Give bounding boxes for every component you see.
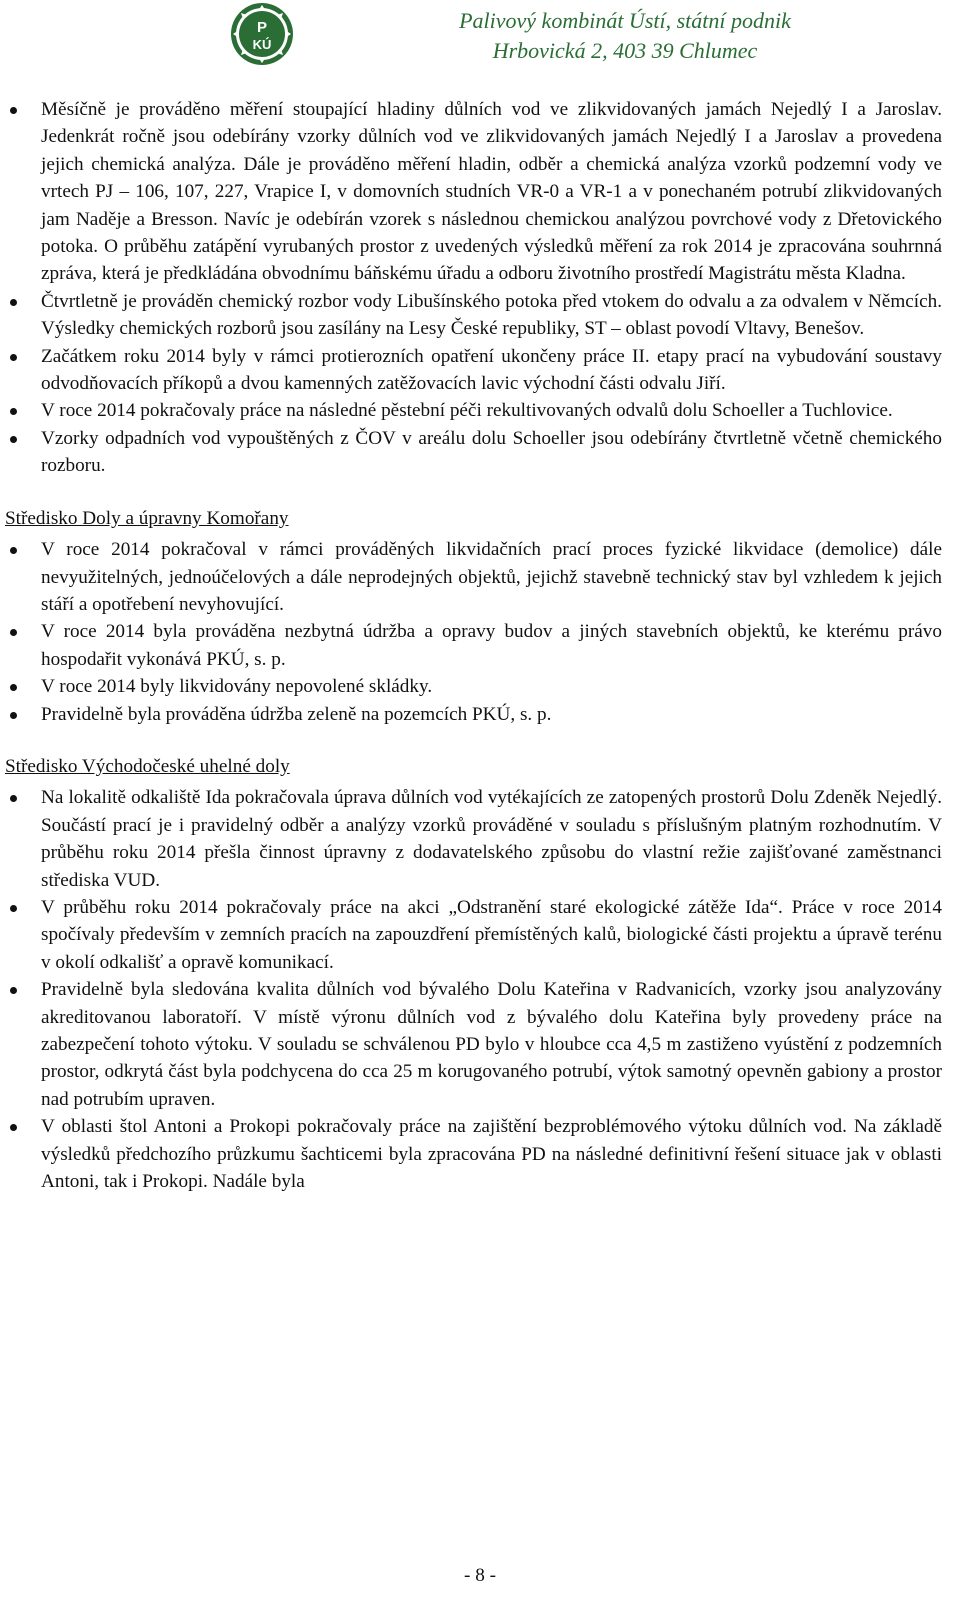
bullet-icon [10, 408, 17, 415]
list-item-text: Pravidelně byla sledována kvalita důlních vod bývalého Dolu Kateřina v Radvanicích, vzorky jsou analyzovány akreditovanou laboratoří. V místě výronu důlních vod z bývalého dolu Kateřina byly provedeny práce na zabezpečení tohoto výtoku. V souladu se schválenou PD bylo v hloubce cca 4,5 m zastiženo vyústění z podzemních prostor, odkrytá část byla podchycena do cca 25 m korugovaného potrubí, výtok samotný opevněn gabiony a prostor nad potrubím upraven. [41, 979, 942, 1110]
list-item-text: V oblasti štol Antoni a Prokopi pokračovaly práce na zajištění bezproblémového výtoku důlních vod. Na základě výsledků předchozího průzkumu šachticemi byla zpracována PD na následné definitivní řešení situace jak v oblasti Antoni, tak i Prokopi. Nadále byla [41, 1116, 942, 1193]
bullet-icon [10, 629, 17, 636]
list-item [0, 536, 960, 618]
list-item [0, 673, 960, 700]
list-item-text: Vzorky odpadních vod vypouštěných z ČOV v areálu dolu Schoeller jsou odebírány čtvrtletně včetně chemického rozboru. [41, 427, 942, 477]
list-item-text: V roce 2014 byla prováděna nezbytná údržba a opravy budov a jiných stavebních objektů, ke kterému právo hospodařit vykonává PKÚ, s. p. [41, 621, 942, 670]
list-item-text: Čtvrtletně je prováděn chemický rozbor vody Libušínského potoka před vtokem do odvalu a za odvalem v Němcích. Výsledky chemických rozborů jsou zasílány na Lesy České republiky, ST – oblast povodí Vltavy, Benešov. [41, 290, 942, 340]
list-item-text: V roce 2014 byly likvidovány nepovolené skládky. [41, 676, 433, 698]
list-item [0, 701, 960, 728]
bullet-icon [10, 987, 17, 994]
list-item [0, 425, 960, 480]
bullet-icon [10, 354, 17, 361]
komorany-list [0, 536, 960, 728]
list-item [0, 976, 960, 1113]
list-item [0, 894, 960, 976]
bullet-icon [10, 795, 17, 802]
list-item-text: Pravidelně byla prováděna údržba zeleně na pozemcích PKÚ, s. p. [41, 703, 552, 725]
organization-address: Hrbovická 2, 403 39 Chlumec [492, 38, 758, 63]
section-heading-vud: Středisko Východočeské uhelné doly [5, 755, 290, 777]
svg-text:KÚ: KÚ [252, 37, 272, 52]
bullet-icon [10, 436, 17, 443]
bullet-icon [10, 1124, 17, 1131]
company-logo [230, 2, 294, 66]
list-item-text: Měsíčně je prováděno měření stoupající hladiny důlních vod ve zlikvidovaných jamách Nejedlý I a Jaroslav. Jedenkrát ročně jsou odebírány vzorky důlních vod ve zlikvidovaných jamách Nejedlý I a Jaroslav a provedena jejich chemická analýza. Dále je prováděno měření hladin, odběr a chemická analýza vzorků podzemní vody ve vrtech PJ – 106, 107, 227, Vrapice I, v domovních studních VR-0 a VR-1 a v ponechaném potrubí zlikvidovaných jam Naděje a Bresson. Navíc je odebírán vzorek s následnou chemickou analýzou povrchové vody z Dřetovického potoka. O průběhu zatápění vyrubaných prostor z uvedených výsledků měření za rok 2014 je zpracována souhrnná zpráva, která je předkládána obvodnímu báňskému úřadu a odboru životního prostředí Magistrátu města Kladna. [41, 99, 942, 285]
list-item [0, 618, 960, 673]
list-item-text: Na lokalitě odkaliště Ida pokračovala úprava důlních vod vytékajících ze zatopených prostorů Dolu Zdeněk Nejedlý. Součástí prací je i pravidelný odběr a analýzy vzorků prováděné v souladu s příslušným platným rozhodnutím. V průběhu roku 2014 přešla činnost úpravny z dodavatelského způsobu do vlastní režie zajišťované zaměstnanci střediska VUD. [41, 787, 942, 891]
vud-list [0, 784, 960, 1195]
list-item [0, 784, 960, 894]
list-item-text: V průběhu roku 2014 pokračovaly práce na akci „Odstranění staré ekologické zátěže Ida“. Práce v roce 2014 spočívaly především v zemních pracích na zapouzdření přemístěných kalů, biologické části projektu a úpravě terénu v okolí odkališť a opravě komunikací. [41, 896, 942, 973]
organization-info [305, 6, 945, 66]
list-item [0, 397, 960, 424]
organization-name: Palivový kombinát Ústí, státní podnik [459, 8, 791, 33]
list-item [0, 288, 960, 343]
bullet-icon [10, 299, 17, 306]
page-header [0, 0, 960, 80]
bullet-icon [10, 712, 17, 719]
page-content [0, 96, 960, 1195]
list-item [0, 96, 960, 288]
bullet-icon [10, 684, 17, 691]
page-number: - 8 - [464, 1565, 496, 1586]
list-item [0, 1113, 960, 1195]
bullet-icon [10, 107, 17, 114]
section-heading-komorany: Středisko Doly a úpravny Komořany [5, 507, 289, 529]
bullet-icon [10, 905, 17, 912]
list-item-text: V roce 2014 pokračoval v rámci prováděných likvidačních prací proces fyzické likvidace (demolice) dále nevyužitelných, jednoúčelových a dále neprodejných objektů, jejichž stavebně technický stav byl vzhledem k jejich stáří a opotřebení nevyhovující. [41, 539, 942, 615]
list-item [0, 343, 960, 398]
list-item-text: Začátkem roku 2014 byly v rámci protierozních opatření ukončeny práce II. etapy prací na vybudování soustavy odvodňovacích příkopů a dvou kamenných zatěžovacích lavic východní části odvalu Jiří. [41, 345, 942, 395]
monitoring-list [0, 96, 960, 480]
bullet-icon [10, 547, 17, 554]
svg-text:P: P [256, 19, 268, 36]
list-item-text: V roce 2014 pokračovaly práce na následné pěstební péči rekultivovaných odvalů dolu Schoeller a Tuchlovice. [41, 400, 893, 422]
